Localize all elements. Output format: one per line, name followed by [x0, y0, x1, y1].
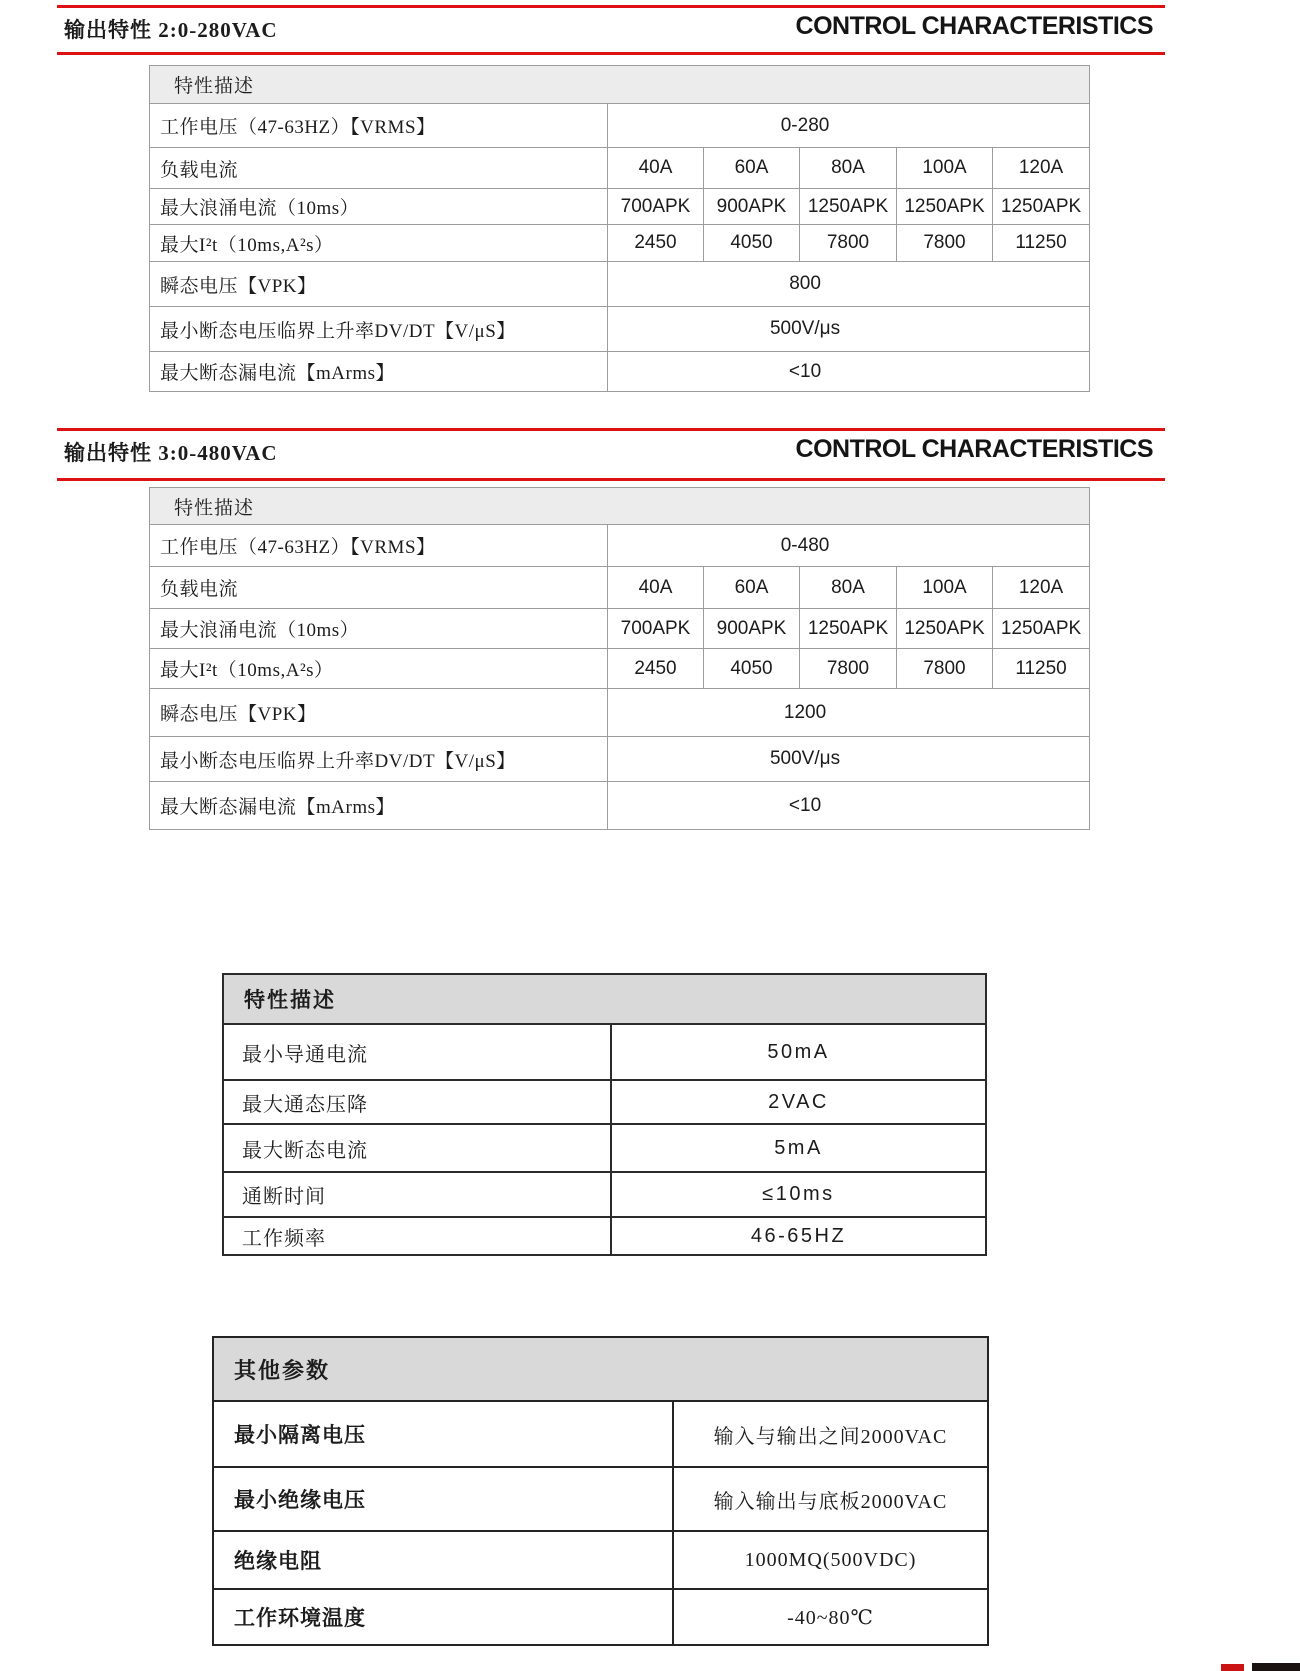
table-row	[150, 352, 1090, 392]
spec-value: 700APK	[608, 189, 704, 225]
footer-red-mark	[1221, 1664, 1244, 1671]
spec-label: 通断时间	[223, 1172, 611, 1217]
spec-value: 1250APK	[800, 609, 897, 649]
spec-label: 工作环境温度	[213, 1589, 673, 1645]
spec-label: 工作频率	[223, 1217, 611, 1255]
table-row	[150, 609, 1090, 649]
section1-top-rule	[57, 5, 1165, 8]
spec-value: 900APK	[704, 609, 800, 649]
spec-label: 瞬态电压【VPK】	[150, 689, 608, 737]
spec-value: 输入与输出之间2000VAC	[673, 1401, 988, 1467]
spec-label: 最小隔离电压	[213, 1401, 673, 1467]
table-row	[150, 689, 1090, 737]
table-header: 特性描述	[150, 66, 1090, 104]
spec-label: 最小断态电压临界上升率DV/DT【V/μS】	[150, 737, 608, 782]
spec-label: 工作电压（47-63HZ）【VRMS】	[150, 104, 608, 148]
spec-value: 46-65HZ	[611, 1217, 986, 1255]
spec-table-480vac	[149, 487, 1090, 830]
table-header-row	[223, 974, 986, 1024]
spec-value: <10	[608, 352, 1090, 392]
spec-value: 2VAC	[611, 1080, 986, 1124]
table-row	[150, 567, 1090, 609]
other-params-table	[212, 1336, 989, 1646]
spec-label: 最大I²t（10ms,A²s）	[150, 225, 608, 262]
spec-value: 80A	[800, 567, 897, 609]
spec-value: 50mA	[611, 1024, 986, 1080]
table-header: 特性描述	[150, 488, 1090, 525]
section2-heading-cn: 输出特性 3:0-480VAC	[64, 441, 278, 465]
footer-black-mark	[1252, 1663, 1300, 1671]
table-row	[213, 1401, 988, 1467]
section2-bottom-rule	[57, 478, 1165, 481]
spec-value: 1250APK	[993, 609, 1090, 649]
table-row	[223, 1024, 986, 1080]
spec-value: 60A	[704, 148, 800, 189]
table-row	[150, 307, 1090, 352]
table-row	[150, 225, 1090, 262]
table-header-row	[213, 1337, 988, 1401]
spec-value: 60A	[704, 567, 800, 609]
table-row	[150, 148, 1090, 189]
spec-value: 1250APK	[800, 189, 897, 225]
section2-top-rule	[57, 428, 1165, 431]
table-row	[213, 1467, 988, 1531]
spec-value: 1000MQ(500VDC)	[673, 1531, 988, 1589]
section2-heading-en: CONTROL CHARACTERISTICS	[795, 435, 1153, 463]
table-header-row	[150, 66, 1090, 104]
table-row	[213, 1589, 988, 1645]
table-header: 特性描述	[223, 974, 986, 1024]
spec-value: 1200	[608, 689, 1090, 737]
spec-value: 2450	[608, 225, 704, 262]
spec-label: 最大断态电流	[223, 1124, 611, 1172]
spec-value: 7800	[800, 225, 897, 262]
table-row	[223, 1124, 986, 1172]
table-row	[150, 262, 1090, 307]
spec-value: 11250	[993, 649, 1090, 689]
table-row	[150, 189, 1090, 225]
spec-label: 瞬态电压【VPK】	[150, 262, 608, 307]
spec-value: 1250APK	[993, 189, 1090, 225]
table-row	[223, 1172, 986, 1217]
spec-value: -40~80℃	[673, 1589, 988, 1645]
spec-value: 900APK	[704, 189, 800, 225]
spec-value: 4050	[704, 225, 800, 262]
spec-value: 7800	[800, 649, 897, 689]
spec-value: 1250APK	[897, 189, 993, 225]
spec-value: 2450	[608, 649, 704, 689]
table-row	[223, 1080, 986, 1124]
spec-value: 500V/μs	[608, 737, 1090, 782]
spec-value: 700APK	[608, 609, 704, 649]
spec-value: 500V/μs	[608, 307, 1090, 352]
spec-value: 0-280	[608, 104, 1090, 148]
spec-label: 负载电流	[150, 567, 608, 609]
spec-label: 最小绝缘电压	[213, 1467, 673, 1531]
spec-value: 40A	[608, 567, 704, 609]
spec-value: 输入输出与底板2000VAC	[673, 1467, 988, 1531]
spec-value: 100A	[897, 567, 993, 609]
spec-value: 7800	[897, 649, 993, 689]
spec-value: ≤10ms	[611, 1172, 986, 1217]
spec-label: 工作电压（47-63HZ）【VRMS】	[150, 525, 608, 567]
spec-value: 100A	[897, 148, 993, 189]
table-row	[150, 525, 1090, 567]
spec-label: 最大浪涌电流（10ms）	[150, 189, 608, 225]
spec-value: 0-480	[608, 525, 1090, 567]
spec-label: 最小断态电压临界上升率DV/DT【V/μS】	[150, 307, 608, 352]
control-characteristics-table	[222, 973, 987, 1256]
spec-value: 4050	[704, 649, 800, 689]
spec-label: 最大浪涌电流（10ms）	[150, 609, 608, 649]
section1-bottom-rule	[57, 52, 1165, 55]
spec-label: 最大I²t（10ms,A²s）	[150, 649, 608, 689]
spec-table-280vac	[149, 65, 1090, 392]
spec-label: 最大通态压降	[223, 1080, 611, 1124]
section1-heading-en: CONTROL CHARACTERISTICS	[795, 12, 1153, 40]
spec-value: 7800	[897, 225, 993, 262]
spec-value: 40A	[608, 148, 704, 189]
spec-label: 最大断态漏电流【mArms】	[150, 782, 608, 830]
spec-value: 120A	[993, 148, 1090, 189]
spec-value: 120A	[993, 567, 1090, 609]
spec-value: 5mA	[611, 1124, 986, 1172]
spec-label: 负载电流	[150, 148, 608, 189]
section1-heading-cn: 输出特性 2:0-280VAC	[64, 18, 278, 42]
table-header-row	[150, 488, 1090, 525]
spec-label: 绝缘电阻	[213, 1531, 673, 1589]
spec-value: 800	[608, 262, 1090, 307]
table-row	[150, 104, 1090, 148]
table-row	[213, 1531, 988, 1589]
table-row	[150, 737, 1090, 782]
spec-label: 最大断态漏电流【mArms】	[150, 352, 608, 392]
spec-label: 最小导通电流	[223, 1024, 611, 1080]
table-row	[150, 782, 1090, 830]
spec-value: 80A	[800, 148, 897, 189]
spec-value: 1250APK	[897, 609, 993, 649]
table-header: 其他参数	[213, 1337, 988, 1401]
spec-value: <10	[608, 782, 1090, 830]
table-row	[223, 1217, 986, 1255]
spec-value: 11250	[993, 225, 1090, 262]
table-row	[150, 649, 1090, 689]
